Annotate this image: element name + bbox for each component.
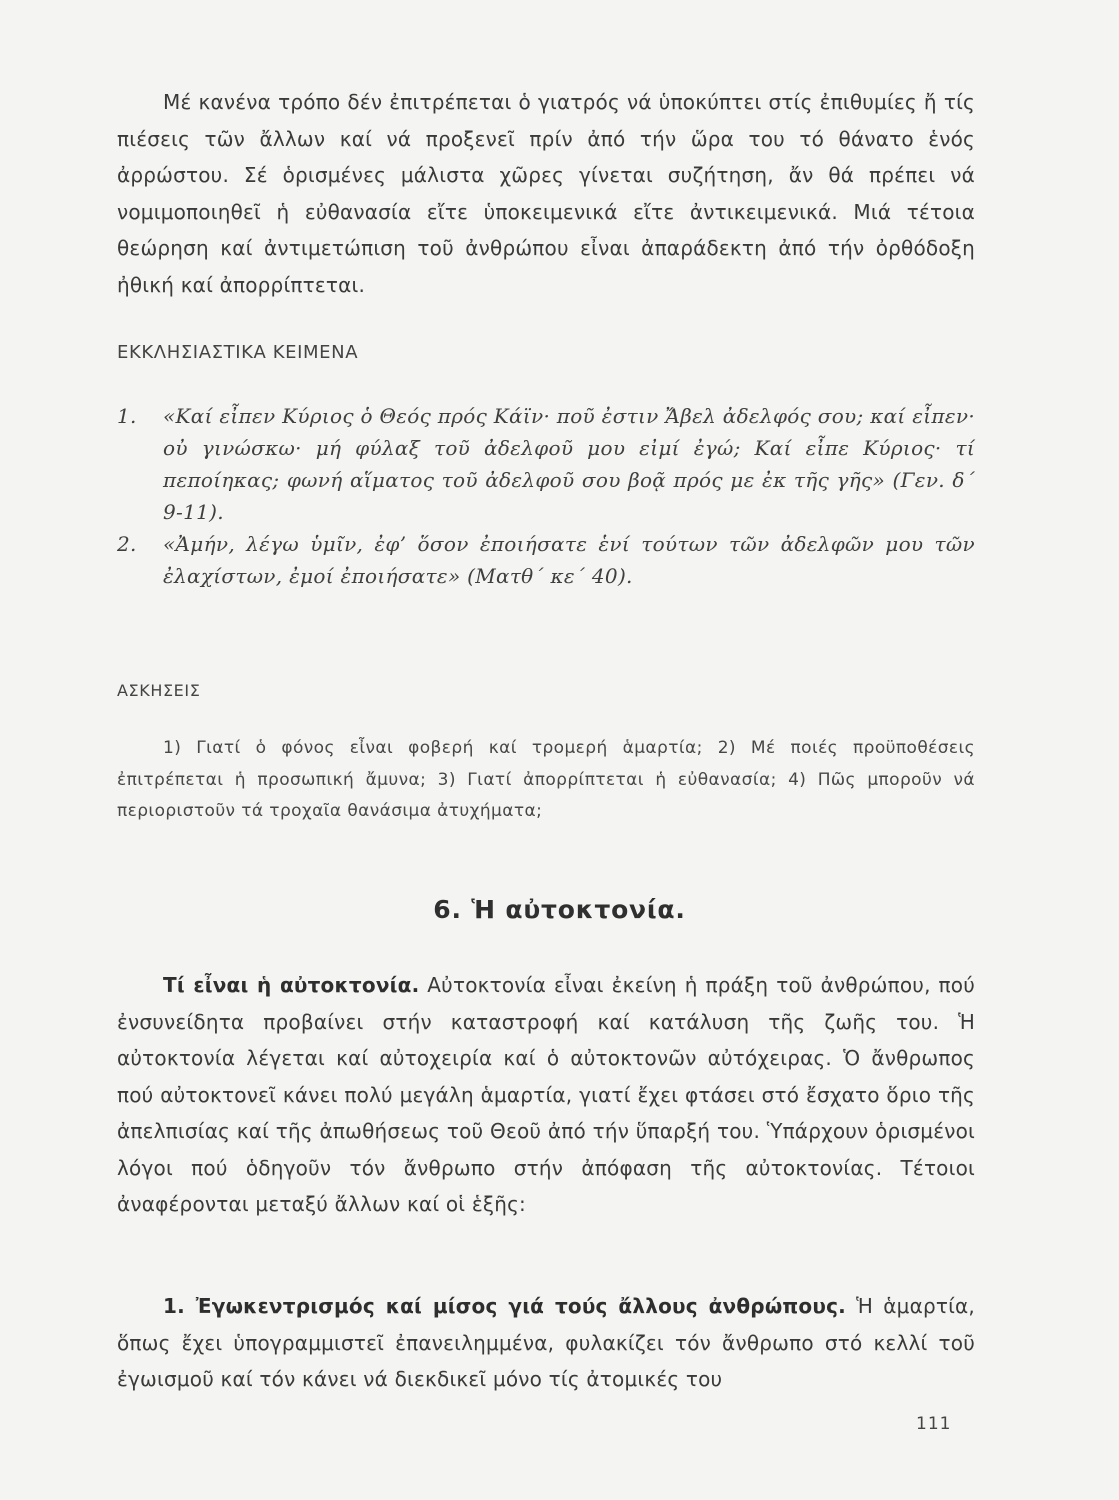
section-what-paragraph bbox=[117, 967, 975, 1223]
section-egocentrism-text: Ἡ ἁμαρτία, ὅπως ἔχει ὑπογραμμιστεῖ ἐπανειλημμένα, φυλακίζει τόν ἄνθρωπο στό κελλί τοῦ ἐγωισμοῦ καί τόν κάνει νά διεκδικεῖ μόνο τίς ἀτομικές του bbox=[117, 1294, 975, 1391]
section-what-text: Αὐτοκτονία εἶναι ἐκείνη ἡ πράξη τοῦ ἀνθρώπου, πού ἐνσυνείδητα προβαίνει στήν καταστροφή καί κατάλυση τῆς ζωῆς του. Ἡ αὐτοκτονία λέγεται καί αὐτοχειρία καί ὁ αὐτοκτονῶν αὐτόχειρας. Ὁ ἄνθρωπος πού αὐτοκτονεῖ κάνει πολύ μεγάλη ἁμαρτία, γιατί ἔχει φτάσει στό ἔσχατο ὅριο τῆς ἀπελπισίας καί τῆς ἀπωθήσεως τοῦ Θεοῦ ἀπό τήν ὕπαρξή του. Ὑπάρχουν ὁρισμένοι λόγοι πού ὁδηγοῦν τόν ἄνθρωπο στήν ἀπόφαση τῆς αὐτοκτονίας. Τέτοιοι ἀναφέρονται μεταξύ ἄλλων καί οἱ ἑξῆς: bbox=[117, 973, 975, 1216]
intro-paragraph: Μέ κανένα τρόπο δέν ἐπιτρέπεται ὁ γιατρός νά ὑποκύπτει στίς ἐπιθυμίες ἤ τίς πιέσεις τῶν ἄλλων καί νά προξενεῖ πρίν ἀπό τήν ὥρα του τό θάνατο ἑνός ἀρρώστου. Σέ ὁρισμένες μάλιστα χῶρες γίνεται συζήτηση, ἄν θά πρέπει νά νομιμοποιηθεῖ ἡ εὐθανασία εἴτε ὑποκειμενικά εἴτε ἀντικειμενικά. Μιά τέτοια θεώρηση καί ἀντιμετώπιση τοῦ ἀνθρώπου εἶναι ἀπαράδεκτη ἀπό τήν ὀρθόδοξη ἠθική καί ἀπορρίπτεται. bbox=[117, 90, 975, 297]
exercises-heading: ΑΣΚΗΣΕΙΣ bbox=[117, 681, 201, 700]
section-egocentrism-lead: 1. Ἐγωκεντρισμός καί μίσος γιά τούς ἄλλους ἀνθρώπους. bbox=[163, 1294, 846, 1318]
section-egocentrism-paragraph bbox=[117, 1288, 975, 1398]
exercises-text: 1) Γιατί ὁ φόνος εἶναι φοβερή καί τρομερή ἁμαρτία; 2) Μέ ποιές προϋποθέσεις ἐπιτρέπεται ἡ προσωπική ἄμυνα; 3) Γιατί ἀπορρίπτεται ἡ εὐθανασία; 4) Πῶς μποροῦν νά περιοριστοῦν τά τροχαῖα θανάσιμα ἀτυχήματα; bbox=[117, 738, 975, 821]
page-number: 111 bbox=[916, 1414, 952, 1434]
church-texts-heading: ΕΚΚΛΗΣΙΑΣΤΙΚΑ ΚΕΙΜΕΝΑ bbox=[117, 342, 359, 363]
church-text-quote: «Καί εἶπεν Κύριος ὁ Θεός πρός Κάϊν· ποῦ ἐστιν Ἄβελ ἀδελφός σου; καί εἶπεν· οὐ γινώσκω· μή φύλαξ τοῦ ἀδελφοῦ μου εἰμί ἐγώ; Καί εἶπε Κύριος· τί πεποίηκας; φωνή αἵματος τοῦ ἀδελφοῦ σου βοᾷ πρός με ἐκ τῆς γῆς» (Γεν. δ´ 9-11). bbox=[163, 404, 975, 524]
church-texts-list bbox=[117, 400, 975, 592]
church-text-item bbox=[117, 528, 975, 592]
section-what-lead: Τί εἶναι ἡ αὐτοκτονία. bbox=[163, 973, 420, 997]
church-text-number: 2. bbox=[117, 532, 137, 556]
church-text-quote: «Ἀμήν, λέγω ὑμῖν, ἐφ’ ὅσον ἐποιήσατε ἑνί τούτων τῶν ἀδελφῶν μου τῶν ἐλαχίστων, ἐμοί ἐποιήσατε» (Ματθ´ κε´ 40). bbox=[163, 532, 975, 588]
chapter-title: 6. Ἡ αὐτοκτονία. bbox=[433, 895, 686, 924]
church-text-item bbox=[117, 400, 975, 528]
church-text-number: 1. bbox=[117, 404, 137, 428]
